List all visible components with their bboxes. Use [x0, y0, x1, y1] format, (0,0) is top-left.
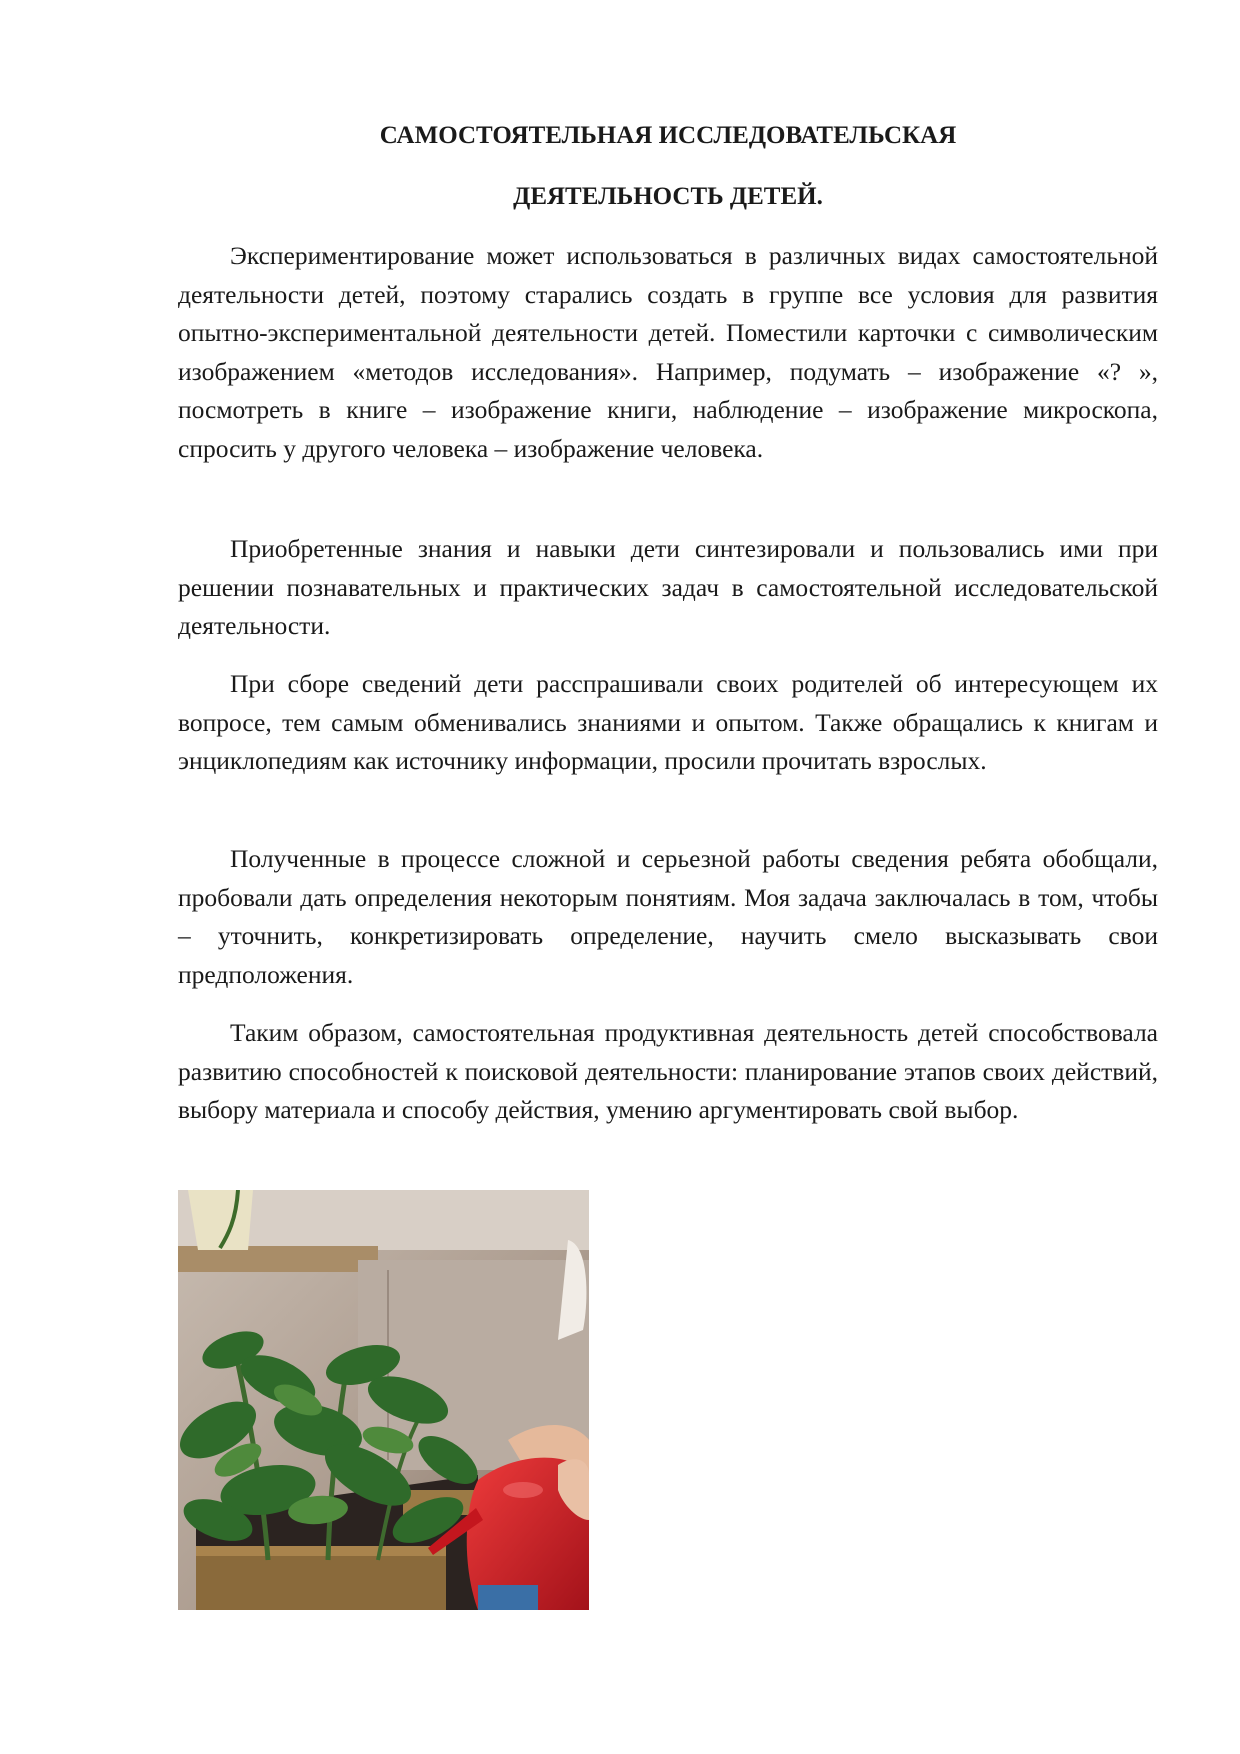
plant-photo	[178, 1190, 589, 1610]
paragraph-4: Полученные в процессе сложной и серьезной работы сведения ребята обобщали, пробовали дать определения некоторым понятиям. Моя задача заключалась в том, чтобы – уточнить, конкретизировать определение, научить смело высказывать свои предположения.	[178, 844, 1158, 989]
paragraph-1: Экспериментирование может использоваться в различных видах самостоятельной деятельности детей, поэтому старались создать в группе все условия для развития опытно-экспериментальной деятельности детей. Поместили карточки с символическим изображением «методов исследования». Например, подумать – изображение «? », посмотреть в книге – изображение книги, наблюдение – изображение микроскопа, спросить у другого человека – изображение человека.	[178, 241, 1158, 463]
paragraph-3: При сборе сведений дети расспрашивали своих родителей об интересующем их вопросе, тем самым обменивались знаниями и опытом. Также обращались к книгам и энциклопедиям как источнику информации, просили прочитать взрослых.	[178, 669, 1158, 776]
page-title-line-2: ДЕЯТЕЛЬНОСТЬ ДЕТЕЙ.	[513, 183, 823, 210]
page-title-line-1: САМОСТОЯТЕЛЬНАЯ ИССЛЕДОВАТЕЛЬСКАЯ	[379, 122, 957, 149]
paragraph-5: Таким образом, самостоятельная продуктивная деятельность детей способствовала развитию способностей к поисковой деятельности: планирование этапов своих действий, выбору материала и способу действия, умению аргументировать свой выбор.	[178, 1018, 1158, 1125]
paragraph-2: Приобретенные знания и навыки дети синтезировали и пользовались ими при решении познавательных и практических задач в самостоятельной исследовательской деятельности.	[178, 534, 1158, 641]
plant-photo-icon	[178, 1190, 589, 1610]
